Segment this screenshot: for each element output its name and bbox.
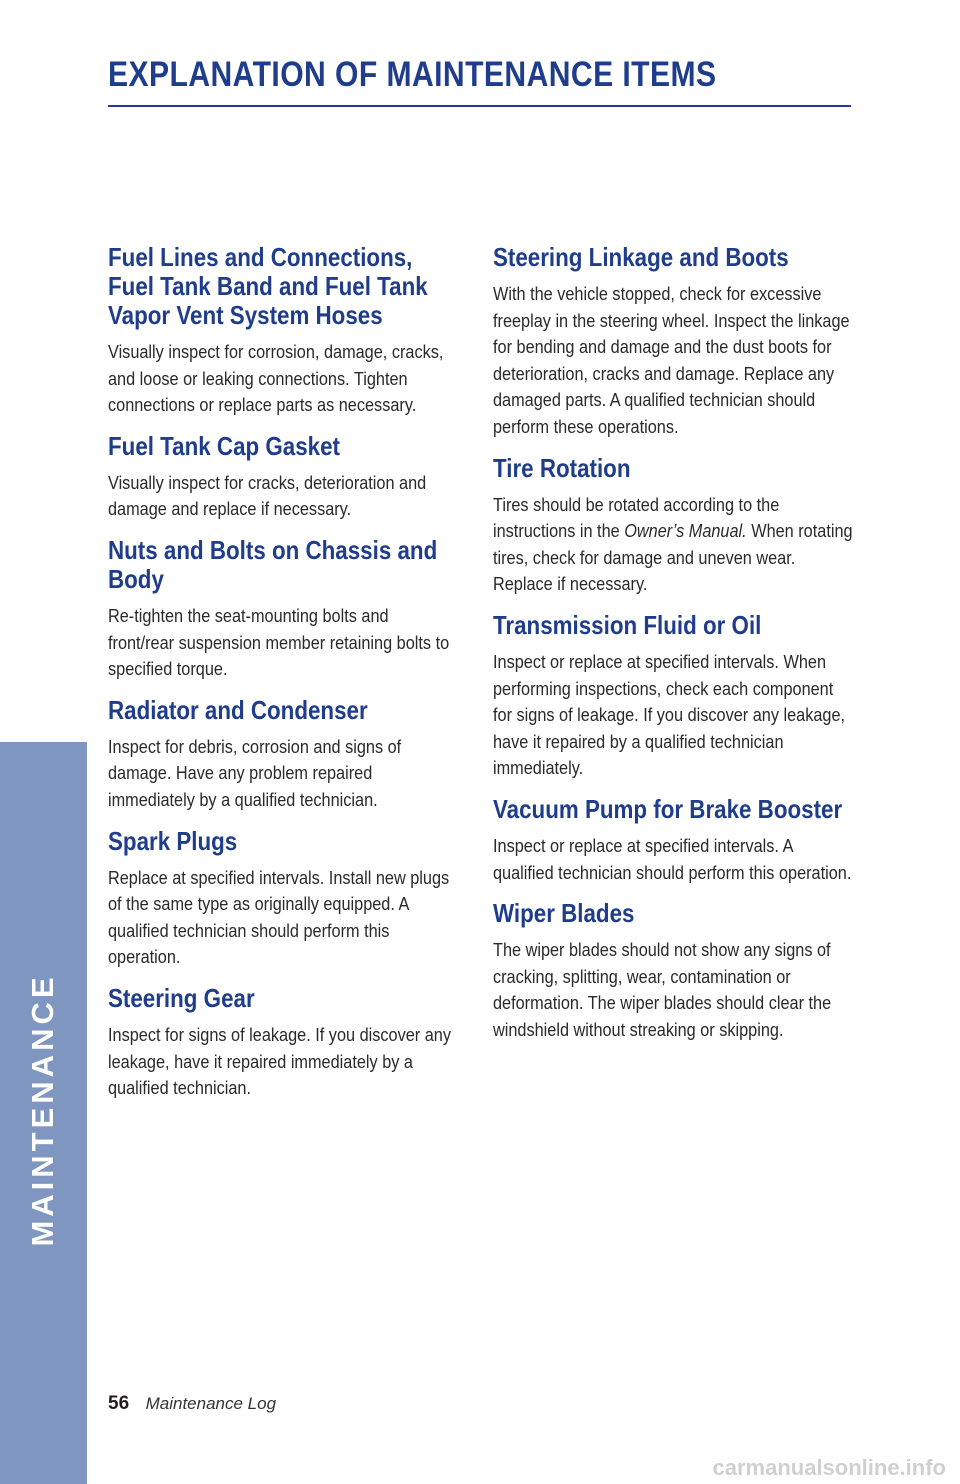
section-body: Visually inspect for cracks, deterioration and damage and replace if necessary. xyxy=(108,471,427,520)
section-heading: Nuts and Bolts on Chassis and Body xyxy=(108,534,438,594)
section-tire-rotation xyxy=(493,454,853,598)
body-text: When rotating tires, check for damage and uneven wear. Replace if necessary. xyxy=(493,520,853,595)
section-heading: Fuel Lines and Connections, Fuel Tank Band and Fuel Tank Vapor Vent System Hoses xyxy=(108,242,428,330)
footer-label: Maintenance Log xyxy=(145,1394,277,1413)
section-body: Re-tighten the seat-mounting bolts and front/rear suspension member retaining bolts to specified torque. xyxy=(108,604,450,680)
section-body xyxy=(493,492,854,598)
section-steering-gear xyxy=(108,984,453,1102)
page-number: 56 xyxy=(108,1393,130,1414)
section-heading: Steering Gear xyxy=(108,982,255,1013)
section-heading: Steering Linkage and Boots xyxy=(493,242,789,272)
owners-manual-reference: Owner’s Manual. xyxy=(624,520,747,542)
section-body: Inspect for debris, corrosion and signs of damage. Have any problem repaired immediately by a qualified technician. xyxy=(108,735,402,810)
section-wiper-blades xyxy=(493,899,853,1043)
body-text: Tires should be rotated according to the instructions in the xyxy=(493,493,780,542)
section-radiator-and-condenser xyxy=(108,696,453,814)
section-spark-plugs xyxy=(108,827,453,971)
section-steering-linkage xyxy=(493,243,853,441)
section-heading: Radiator and Condenser xyxy=(108,694,368,725)
section-body: Visually inspect for corrosion, damage, cracks, and loose or leaking connections. Tighten connections or replace parts as necessary. xyxy=(108,341,444,416)
title-divider xyxy=(108,105,851,107)
section-body: The wiper blades should not show any signs of cracking, splitting, wear, contamination or deformation. The wiper blades should clear the windshield without streaking or skipping. xyxy=(493,939,832,1040)
section-heading: Tire Rotation xyxy=(493,452,631,483)
section-fuel-tank-cap-gasket xyxy=(108,432,453,523)
right-column xyxy=(493,243,853,1056)
section-vacuum-pump xyxy=(493,795,853,886)
section-heading: Spark Plugs xyxy=(108,825,238,856)
section-body: With the vehicle stopped, check for excessive freeplay in the steering wheel. Inspect the linkage for bending and damage and the dust boots for deterioration, cracks and damage. Replace any damaged parts. A qualified technician should perform these operations. xyxy=(493,283,850,437)
page-footer xyxy=(108,1393,276,1415)
section-fuel-lines xyxy=(108,243,453,419)
section-body: Inspect or replace at specified intervals. A qualified technician should perform this operation. xyxy=(493,834,852,883)
section-body: Inspect for signs of leakage. If you discover any leakage, have it repaired immediately by a qualified technician. xyxy=(108,1023,451,1099)
section-body: Inspect or replace at specified intervals. When performing inspections, check each component for signs of leakage. If you discover any leakage, have it repaired by a qualified technician immediately. xyxy=(493,650,846,779)
section-heading: Wiper Blades xyxy=(493,898,635,929)
side-tab-label: MAINTENANCE xyxy=(25,973,60,1247)
section-body: Replace at specified intervals. Install new plugs of the same type as originally equipped. A qualified technician should perform this operation. xyxy=(108,866,450,968)
section-heading: Vacuum Pump for Brake Booster xyxy=(493,793,843,824)
section-transmission-fluid xyxy=(493,611,853,782)
left-column xyxy=(108,243,453,1115)
page-title: EXPLANATION OF MAINTENANCE ITEMS xyxy=(108,55,717,94)
section-heading: Transmission Fluid or Oil xyxy=(493,609,762,640)
section-heading: Fuel Tank Cap Gasket xyxy=(108,430,340,461)
watermark: carmanualsonline.info xyxy=(712,1455,946,1480)
section-nuts-and-bolts xyxy=(108,536,453,683)
